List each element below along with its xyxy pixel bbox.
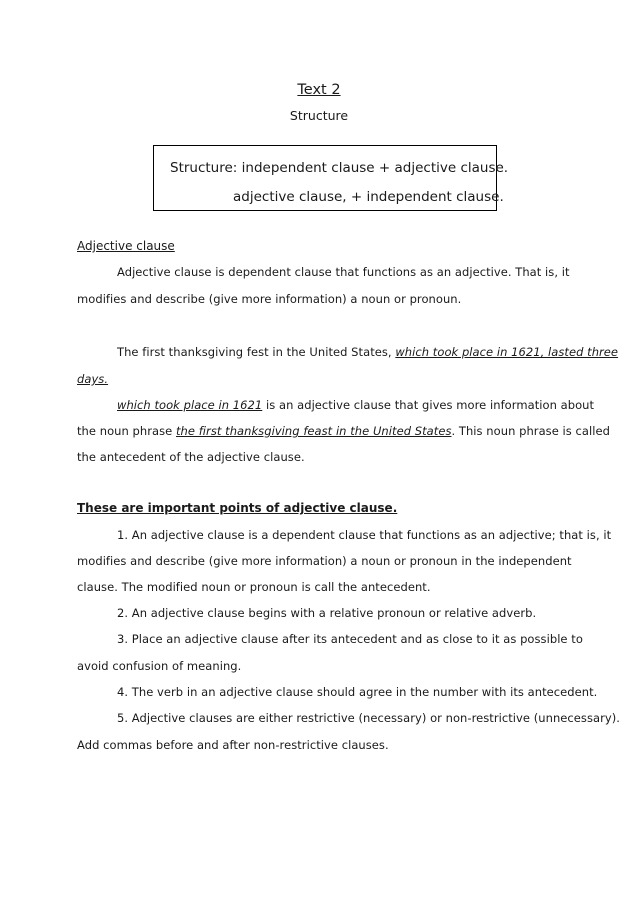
explanation-prefix: the noun phrase <box>77 424 173 438</box>
explanation-line-2 <box>77 424 610 438</box>
adjective-clause-heading: Adjective clause <box>77 239 175 253</box>
important-points-heading: These are important points of adjective clause. <box>77 501 398 515</box>
example-clause-end: days. <box>77 372 109 386</box>
point-1-line-2: modifies and describe (give more information) a noun or pronoun in the independent <box>77 554 572 568</box>
document-subtitle: Structure <box>289 108 349 123</box>
point-5-line-1: 5. Adjective clauses are either restrictive (necessary) or non-restrictive (unnecessary). <box>117 711 620 725</box>
example-clause: which took place in 1621, lasted three <box>395 345 619 359</box>
point-4: 4. The verb in an adjective clause should agree in the number with its antecedent. <box>117 685 598 699</box>
point-1-line-3: clause. The modified noun or pronoun is call the antecedent. <box>77 580 431 594</box>
structure-line-1: Structure: independent clause + adjective clause. <box>170 160 509 176</box>
point-2: 2. An adjective clause begins with a relative pronoun or relative adverb. <box>117 606 537 620</box>
explanation-rest: is an adjective clause that gives more information about <box>265 398 595 412</box>
definition-line-2: modifies and describe (give more information) a noun or pronoun. <box>77 292 462 306</box>
point-1-line-1: 1. An adjective clause is a dependent clause that functions as an adjective; that is, it <box>117 528 612 542</box>
structure-line-2: adjective clause, + independent clause. <box>233 189 504 205</box>
document-title: Text 2 <box>297 82 341 98</box>
point-5-line-2: Add commas before and after non-restrictive clauses. <box>77 738 389 752</box>
example-sentence-line-1 <box>117 345 618 359</box>
point-3-line-1: 3. Place an adjective clause after its antecedent and as close to it as possible to <box>117 632 583 646</box>
explanation-line-3: the antecedent of the adjective clause. <box>77 450 305 464</box>
definition-line-1: Adjective clause is dependent clause that functions as an adjective. That is, it <box>117 265 570 279</box>
example-prefix: The first thanksgiving fest in the United States, <box>117 345 392 359</box>
explanation-suffix: . This noun phrase is called <box>451 424 610 438</box>
point-3-line-2: avoid confusion of meaning. <box>77 659 242 673</box>
explanation-line-1 <box>117 398 594 412</box>
example-sentence-line-2 <box>77 372 108 386</box>
noun-phrase: the first thanksgiving feast in the United States <box>175 424 452 438</box>
explanation-clause: which took place in 1621 <box>117 398 263 412</box>
